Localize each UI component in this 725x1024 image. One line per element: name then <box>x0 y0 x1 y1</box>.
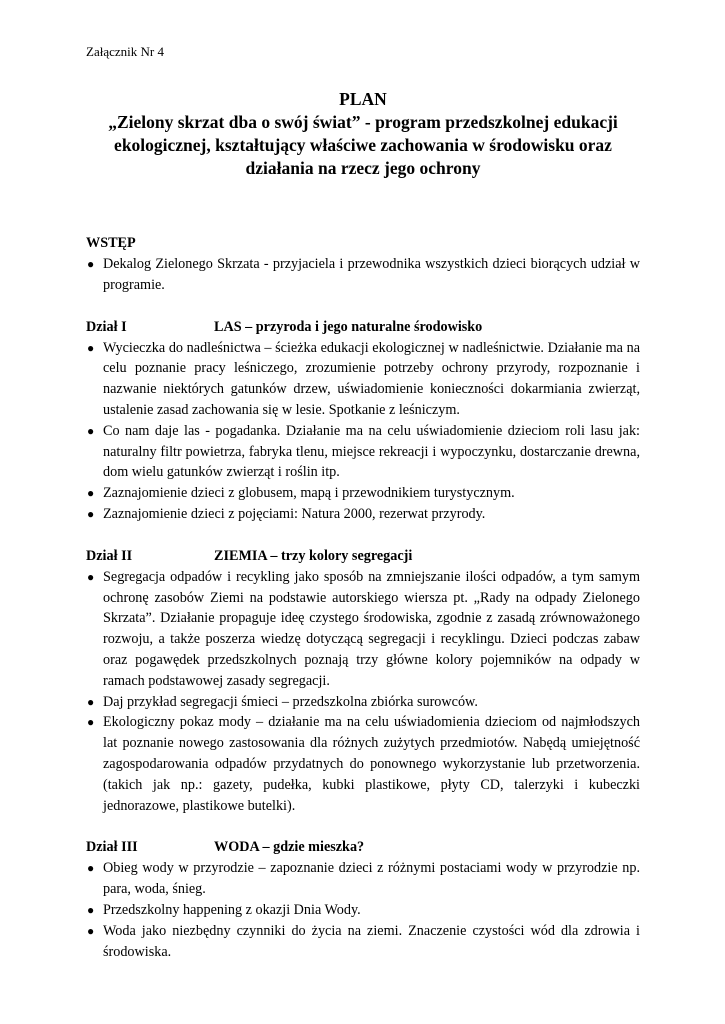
bullet-icon: ● <box>87 694 95 709</box>
section-2-list <box>86 567 640 817</box>
list-item-text: Daj przykład segregacji śmieci – przedszkolna zbiórka surowców. <box>103 693 478 710</box>
list-item-text: Segregacja odpadów i recykling jako sposób na zmniejszanie ilości odpadów, a tym samym ochronę zasobów Ziemi na podstawie autorskiego wiersza pt. „Rady na odpady Zielonego Skrzata”. Działanie propaguje ideę czystego środowiska, zgodnie z zasadą zrównoważonego rozwoju, a także poszerza wiedzę dotyczącą segregacji i recyklingu. Dzieci podczas zabaw oraz pogawędek przedszkolnych poznają trzy główne kolory pojemników na odpady w ramach podstawowej zasady segregacji. <box>103 568 640 689</box>
list-item-text: Ekologiczny pokaz mody – działanie ma na celu uświadomienia dzieciom od najmłodszych lat poznanie nowego zastosowania dla różnych zużytych przedmiotów. Nabędą umiejętność zagospodarowania odpadów przydatnych do ponownego wykorzystanie lub przetworzenia. (takich jak np.: gazety, pudełka, kubki plastikowe, płyty CD, talerzyki i kubeczki jednorazowe, plastikowe butelki). <box>103 714 640 814</box>
list-item-text: Dekalog Zielonego Skrzata - przyjaciela i przewodnika wszystkich dzieci biorących udział w programie. <box>103 256 640 293</box>
bullet-icon: ● <box>87 715 95 730</box>
section-heading-2 <box>86 546 640 567</box>
intro-heading: WSTĘP <box>86 235 136 251</box>
bullet-icon: ● <box>87 257 95 271</box>
section-title: LAS – przyroda i jego naturalne środowisko <box>214 318 483 335</box>
list-item-text: Wycieczka do nadleśnictwa – ścieżka edukacji ekologicznej w nadleśnictwie. Działanie ma na celu poznanie pracy leśniczego, zrozumienie potrzeby ochrony przyrody, rozpoznanie i nazwanie niektórych gatunków drzew, uświadomienie konieczności dokarmiania zwierząt, ustalenie zasad zachowania się w lesie. Spotkanie z leśniczym. <box>103 339 640 418</box>
list-item <box>86 712 640 816</box>
list-item <box>86 692 640 713</box>
bullet-icon: ● <box>87 902 95 917</box>
title-line-1: PLAN <box>339 89 387 109</box>
title-line-3: ekologicznej, kształtujący właściwe zachowania w środowisku oraz <box>114 135 612 155</box>
list-item <box>86 858 640 900</box>
section-title: WODA – gdzie mieszka? <box>214 839 365 856</box>
title-line-2: „Zielony skrzat dba o swój świat” - program przedszkolnej edukacji <box>108 112 618 132</box>
document-title <box>86 88 640 180</box>
list-item <box>86 504 640 525</box>
list-item <box>86 483 640 504</box>
title-line-4: działania na rzecz jego ochrony <box>245 158 481 178</box>
section-number: Dział III <box>86 839 138 856</box>
section-number: Dział I <box>86 318 127 335</box>
list-item <box>86 567 640 692</box>
list-item <box>86 921 640 963</box>
list-item-text: Co nam daje las - pogadanka. Działanie ma na celu uświadomienie dzieciom roli lasu jak: naturalny filtr powietrza, fabryka tlenu, miejsce rekreacji i wypoczynku, dostarczanie drewna, dom wielu gatunków zwierząt i roślin itp. <box>103 422 640 481</box>
list-item <box>86 338 640 421</box>
list-item <box>86 421 640 483</box>
list-item-text: Zaznajomienie dzieci z globusem, mapą i przewodnikiem turystycznym. <box>103 485 515 502</box>
section-1-list <box>86 338 640 525</box>
bullet-icon: ● <box>87 340 95 355</box>
section-heading-1 <box>86 317 640 338</box>
section-number: Dział II <box>86 547 133 564</box>
list-item <box>86 900 640 921</box>
attachment-label: Załącznik Nr 4 <box>86 44 164 59</box>
list-item-text: Obieg wody w przyrodzie – zapoznanie dzieci z różnymi postaciami wody w przyrodzie np. para, woda, śnieg. <box>103 860 640 898</box>
section-title: ZIEMIA – trzy kolory segregacji <box>214 547 413 564</box>
list-item-text: Przedszkolny happening z okazji Dnia Wody. <box>103 901 361 918</box>
document-body <box>86 233 640 962</box>
bullet-icon: ● <box>87 923 95 938</box>
intro-list <box>86 254 640 296</box>
bullet-icon: ● <box>87 569 95 584</box>
bullet-icon: ● <box>87 486 95 501</box>
section-3-list <box>86 858 640 962</box>
list-item <box>86 254 640 296</box>
bullet-icon: ● <box>87 423 95 438</box>
section-heading-3 <box>86 837 640 858</box>
bullet-icon: ● <box>87 861 95 876</box>
bullet-icon: ● <box>87 506 95 521</box>
list-item-text: Woda jako niezbędny czynniki do życia na ziemi. Znaczenie czystości wód dla zdrowia i środowiska. <box>103 922 640 960</box>
list-item-text: Zaznajomienie dzieci z pojęciami: Natura 2000, rezerwat przyrody. <box>103 505 486 522</box>
